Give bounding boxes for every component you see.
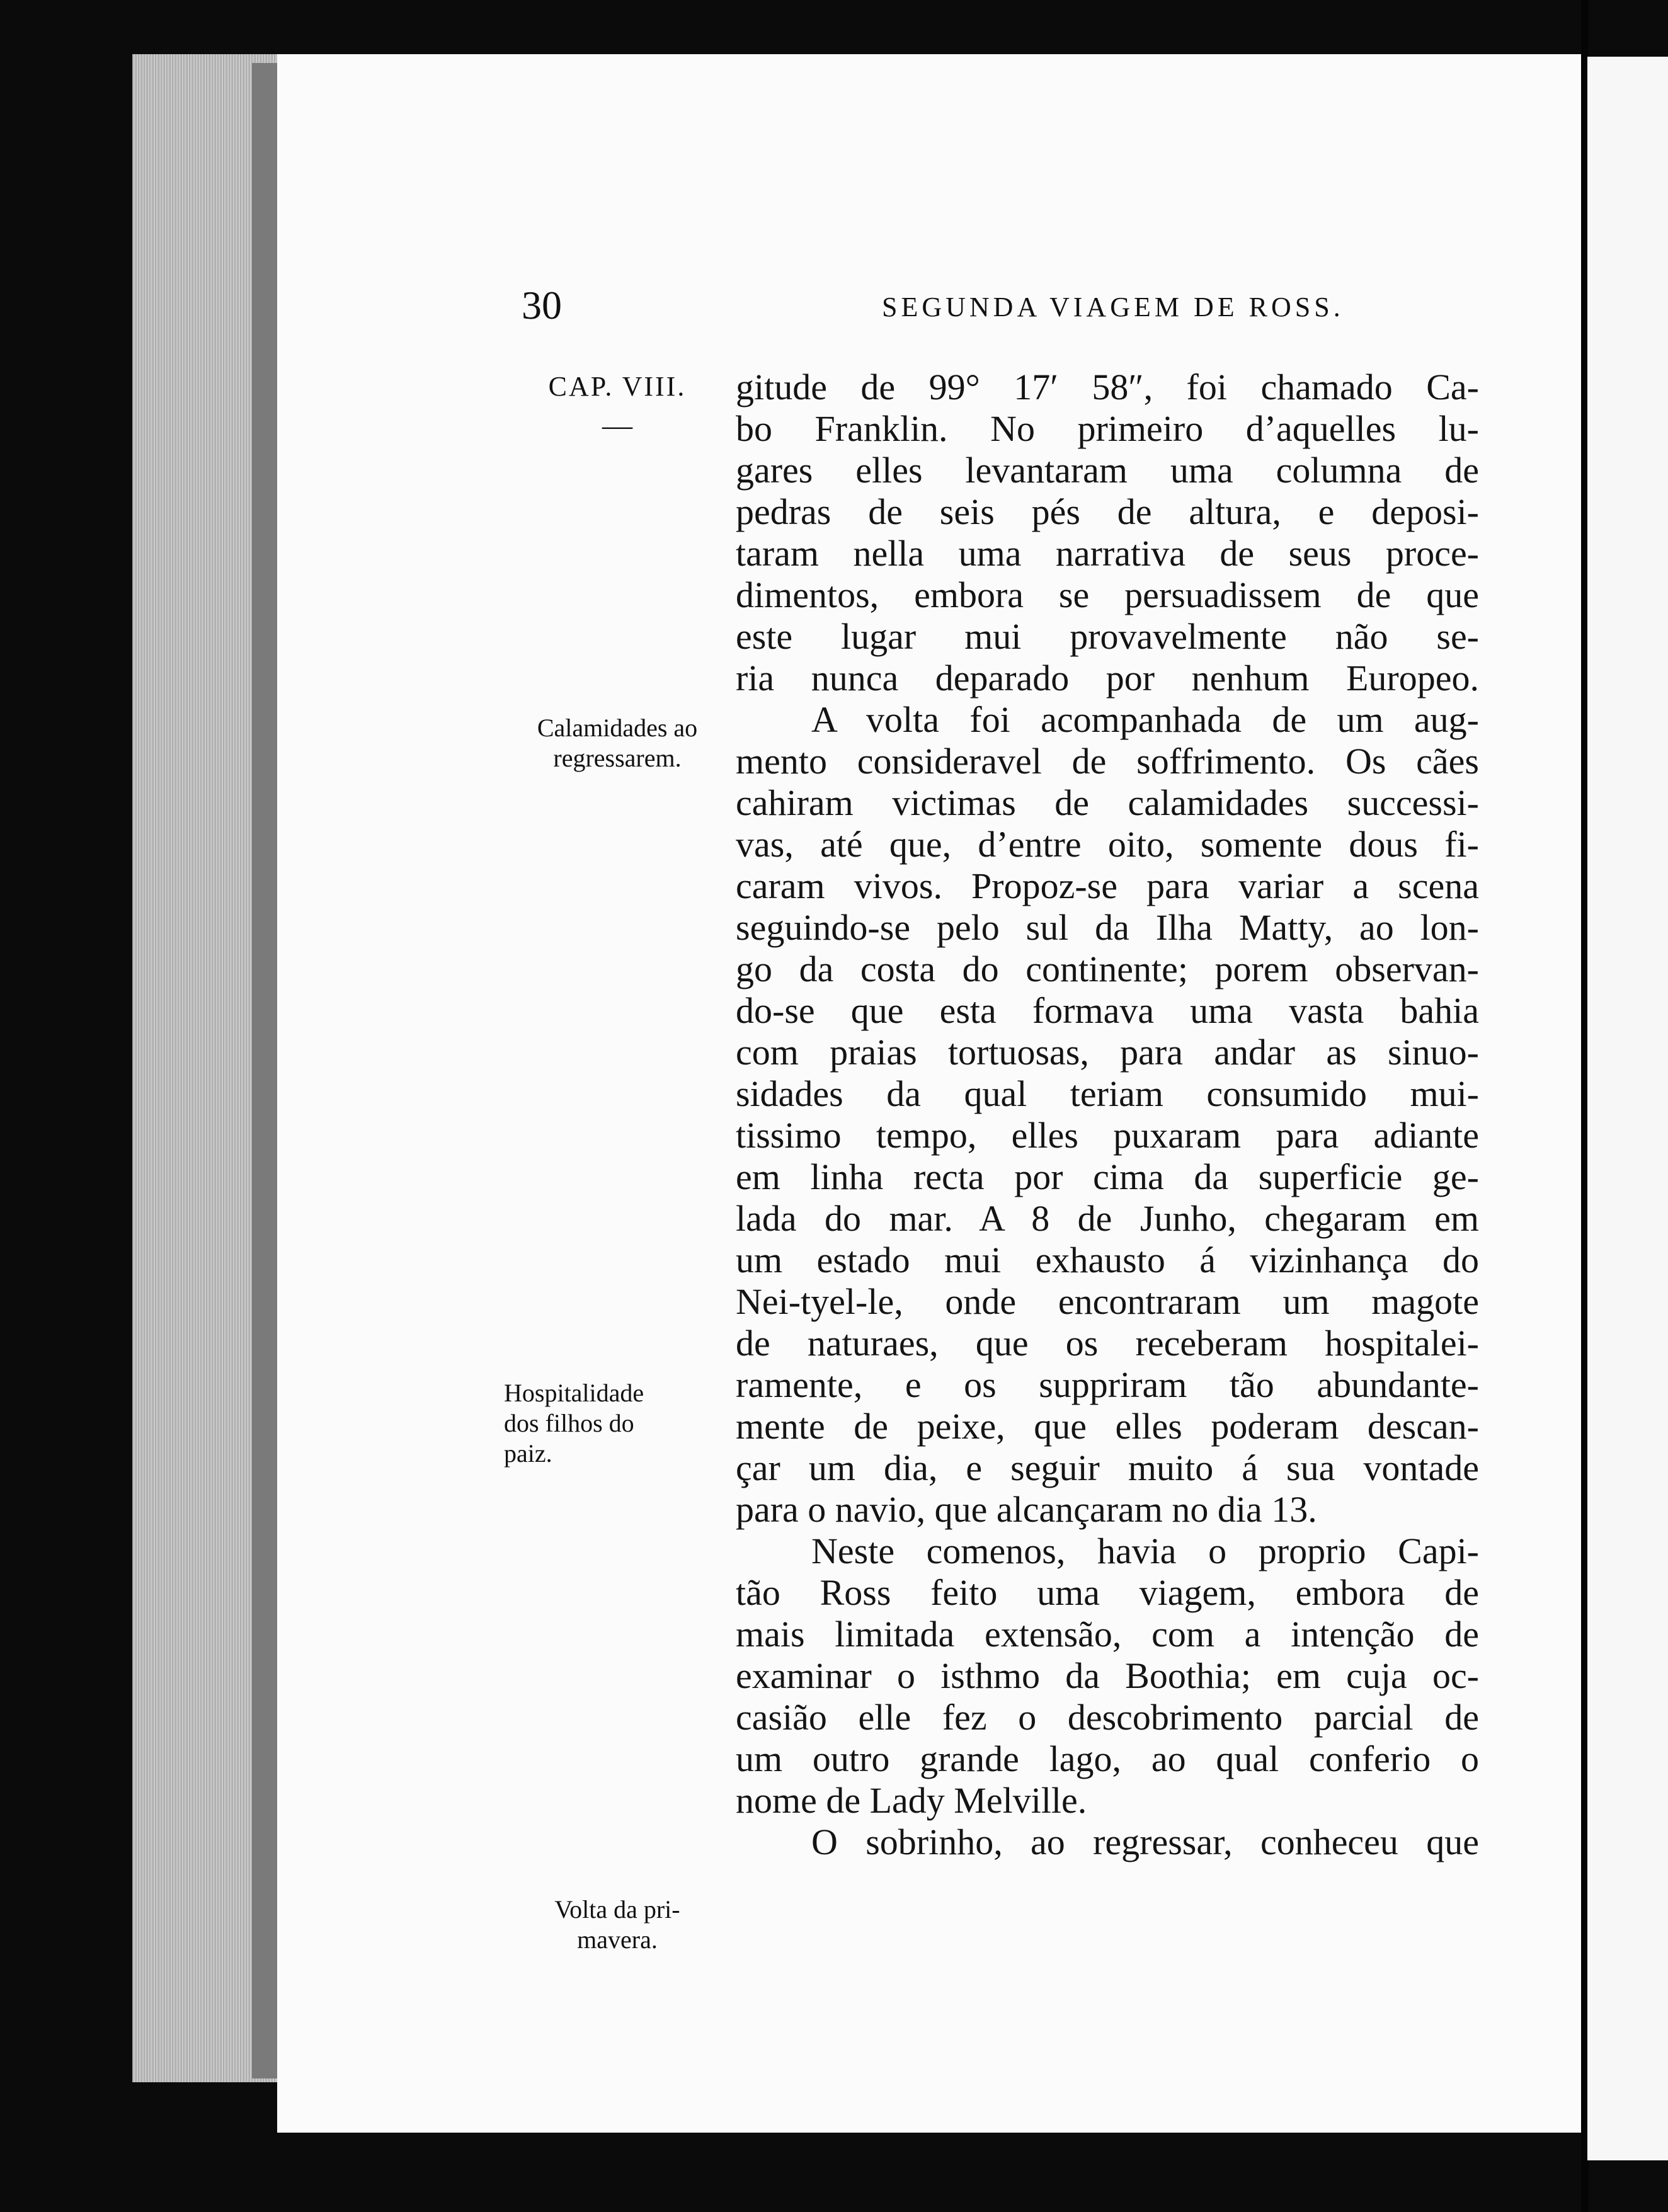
text-line: um estado mui exhausto á vizinhança do: [736, 1240, 1479, 1280]
text-line: Neste comenos, havia o proprio Capi-: [811, 1531, 1479, 1571]
running-head: SEGUNDA VIAGEM DE ROSS.: [882, 292, 1344, 322]
text-line: para o navio, que alcançaram no dia 13.: [736, 1489, 1317, 1530]
text-line: bo Franklin. No primeiro d’aquelles lu-: [736, 408, 1479, 449]
text-line: taram nella uma narrativa de seus proce-: [736, 533, 1479, 574]
text-line: nome de Lady Melville.: [736, 1780, 1087, 1821]
text-line: tissimo tempo, elles puxaram para adiante: [736, 1115, 1479, 1156]
chapter-dash: —: [602, 409, 632, 442]
text-line: lada do mar. A 8 de Junho, chegaram em: [736, 1198, 1479, 1239]
margin-note-line: Hospitalidade: [504, 1379, 644, 1407]
body-text: [736, 367, 1479, 1863]
margin-note-volta: [504, 1895, 731, 1955]
text-line: sidades da qual teriam consumido mui-: [736, 1073, 1479, 1114]
text-line: ramente, e os suppriram tão abundante-: [736, 1364, 1479, 1405]
text-line: com praias tortuosas, para andar as sinuo-: [736, 1032, 1479, 1073]
text-line: de naturaes, que os receberam hospitalei-: [736, 1323, 1479, 1364]
margin-note-line: dos filhos do: [504, 1409, 634, 1437]
margin-note-hospitalidade: [504, 1378, 731, 1469]
text-line: este lugar mui provavelmente não se-: [736, 616, 1479, 657]
text-line: em linha recta por cima da superficie ge-: [736, 1156, 1479, 1197]
text-line: examinar o isthmo da Boothia; em cuja oc-: [736, 1655, 1479, 1696]
page-number: 30: [522, 283, 562, 328]
margin-note-line: Calamidades ao: [537, 714, 698, 742]
text-line: O sobrinho, ao regressar, conheceu que: [811, 1821, 1479, 1862]
text-line: casião elle fez o descobrimento parcial de: [736, 1697, 1479, 1738]
text-line: go da costa do continente; porem observan-: [736, 949, 1479, 989]
margin-note-line: Volta da pri-: [554, 1895, 680, 1924]
margin-note-line: regressarem.: [553, 744, 682, 772]
text-line: vas, até que, d’entre oito, somente dous fi-: [736, 824, 1479, 865]
chapter-label: CAP. VIII.: [548, 371, 687, 402]
page-header: [0, 282, 1668, 333]
text-line: Nei-tyel-le, onde encontraram um magote: [736, 1281, 1479, 1322]
text-line: dimentos, embora se persuadissem de que: [736, 574, 1479, 615]
text-line: gares elles levantaram uma columna de: [736, 450, 1479, 491]
margin-note-line: paiz.: [504, 1439, 552, 1468]
margin-note-line: mavera.: [577, 1925, 658, 1954]
text-line: gitude de 99° 17′ 58″, foi chamado Ca-: [736, 367, 1479, 408]
text-line: ria nunca deparado por nenhum Europeo.: [736, 658, 1479, 698]
text-line: um outro grande lago, ao qual conferio o: [736, 1738, 1479, 1779]
text-line: mais limitada extensão, com a intenção de: [736, 1614, 1479, 1655]
text-line: mente de peixe, que elles poderam descan-: [736, 1406, 1479, 1447]
text-line: cahiram victimas de calamidades successi-: [736, 782, 1479, 823]
text-line: A volta foi acompanhada de um aug-: [811, 699, 1479, 740]
adjacent-page: [1587, 57, 1668, 2160]
text-line: pedras de seis pés de altura, e deposi-: [736, 491, 1479, 532]
text-line: tão Ross feito uma viagem, embora de: [736, 1572, 1479, 1613]
text-line: seguindo-se pelo sul da Ilha Matty, ao lon-: [736, 907, 1479, 948]
text-line: mento consideravel de soffrimento. Os cães: [736, 741, 1479, 782]
margin-note-calamidades: [504, 713, 731, 773]
text-line: çar um dia, e seguir muito á sua vontade: [736, 1447, 1479, 1488]
text-line: caram vivos. Propoz-se para variar a scena: [736, 865, 1479, 906]
text-line: do-se que esta formava uma vasta bahia: [736, 990, 1479, 1031]
